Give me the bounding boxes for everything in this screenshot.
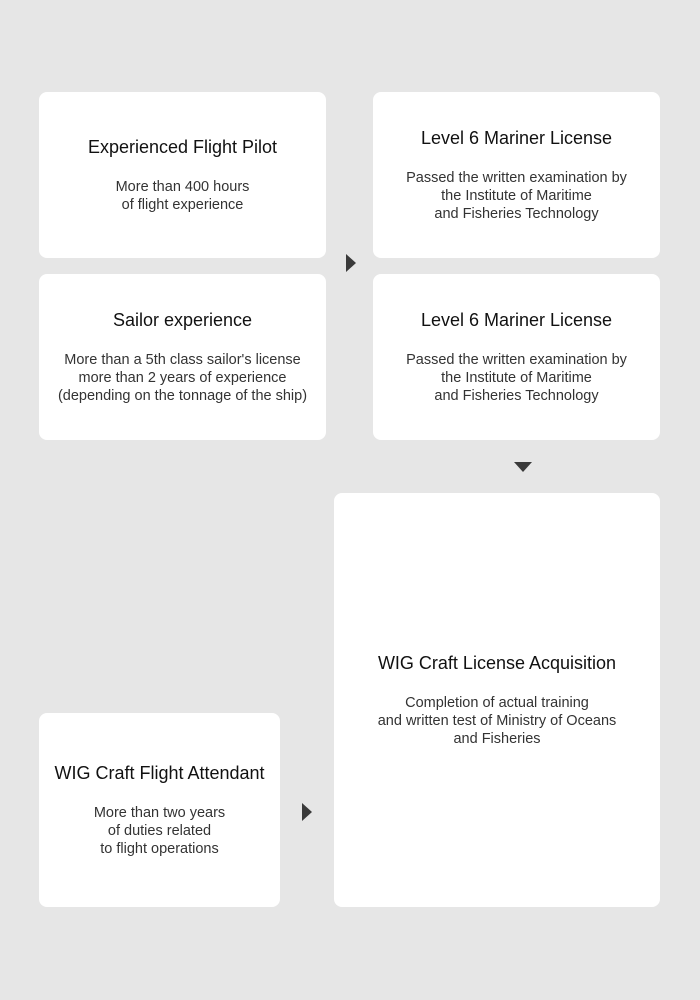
license-to-acquisition-arrow	[514, 462, 532, 472]
card-wig-craft-flight-attendant	[39, 713, 280, 907]
card-sailor-experience	[39, 274, 326, 440]
card-level6-mariner-license-2	[373, 274, 660, 440]
attendant-to-acquisition-arrow	[302, 803, 312, 821]
experience-to-license-arrow	[346, 254, 356, 272]
card-title: WIG Craft License Acquisition	[377, 653, 617, 673]
card-description: More than 400 hours of flight experience	[115, 179, 250, 213]
card-wig-craft-license-acquisition	[334, 493, 660, 907]
card-title: WIG Craft Flight Attendant	[54, 763, 265, 783]
card-title: Level 6 Mariner License	[420, 310, 613, 330]
card-description: More than a 5th class sailor's license more than 2 years of experience (depending on the tonnage of the ship)	[57, 352, 308, 404]
card-title: Level 6 Mariner License	[420, 128, 613, 148]
card-experienced-flight-pilot	[39, 92, 326, 258]
card-title: Experienced Flight Pilot	[87, 137, 278, 157]
card-description: Completion of actual training and written test of Ministry of Oceans and Fisheries	[377, 695, 617, 747]
card-description: Passed the written examination by the Institute of Maritime and Fisheries Technology	[406, 170, 627, 222]
card-description: More than two years of duties related to flight operations	[93, 805, 226, 857]
card-description: Passed the written examination by the Institute of Maritime and Fisheries Technology	[406, 352, 627, 404]
card-level6-mariner-license-1	[373, 92, 660, 258]
card-title: Sailor experience	[112, 310, 253, 330]
